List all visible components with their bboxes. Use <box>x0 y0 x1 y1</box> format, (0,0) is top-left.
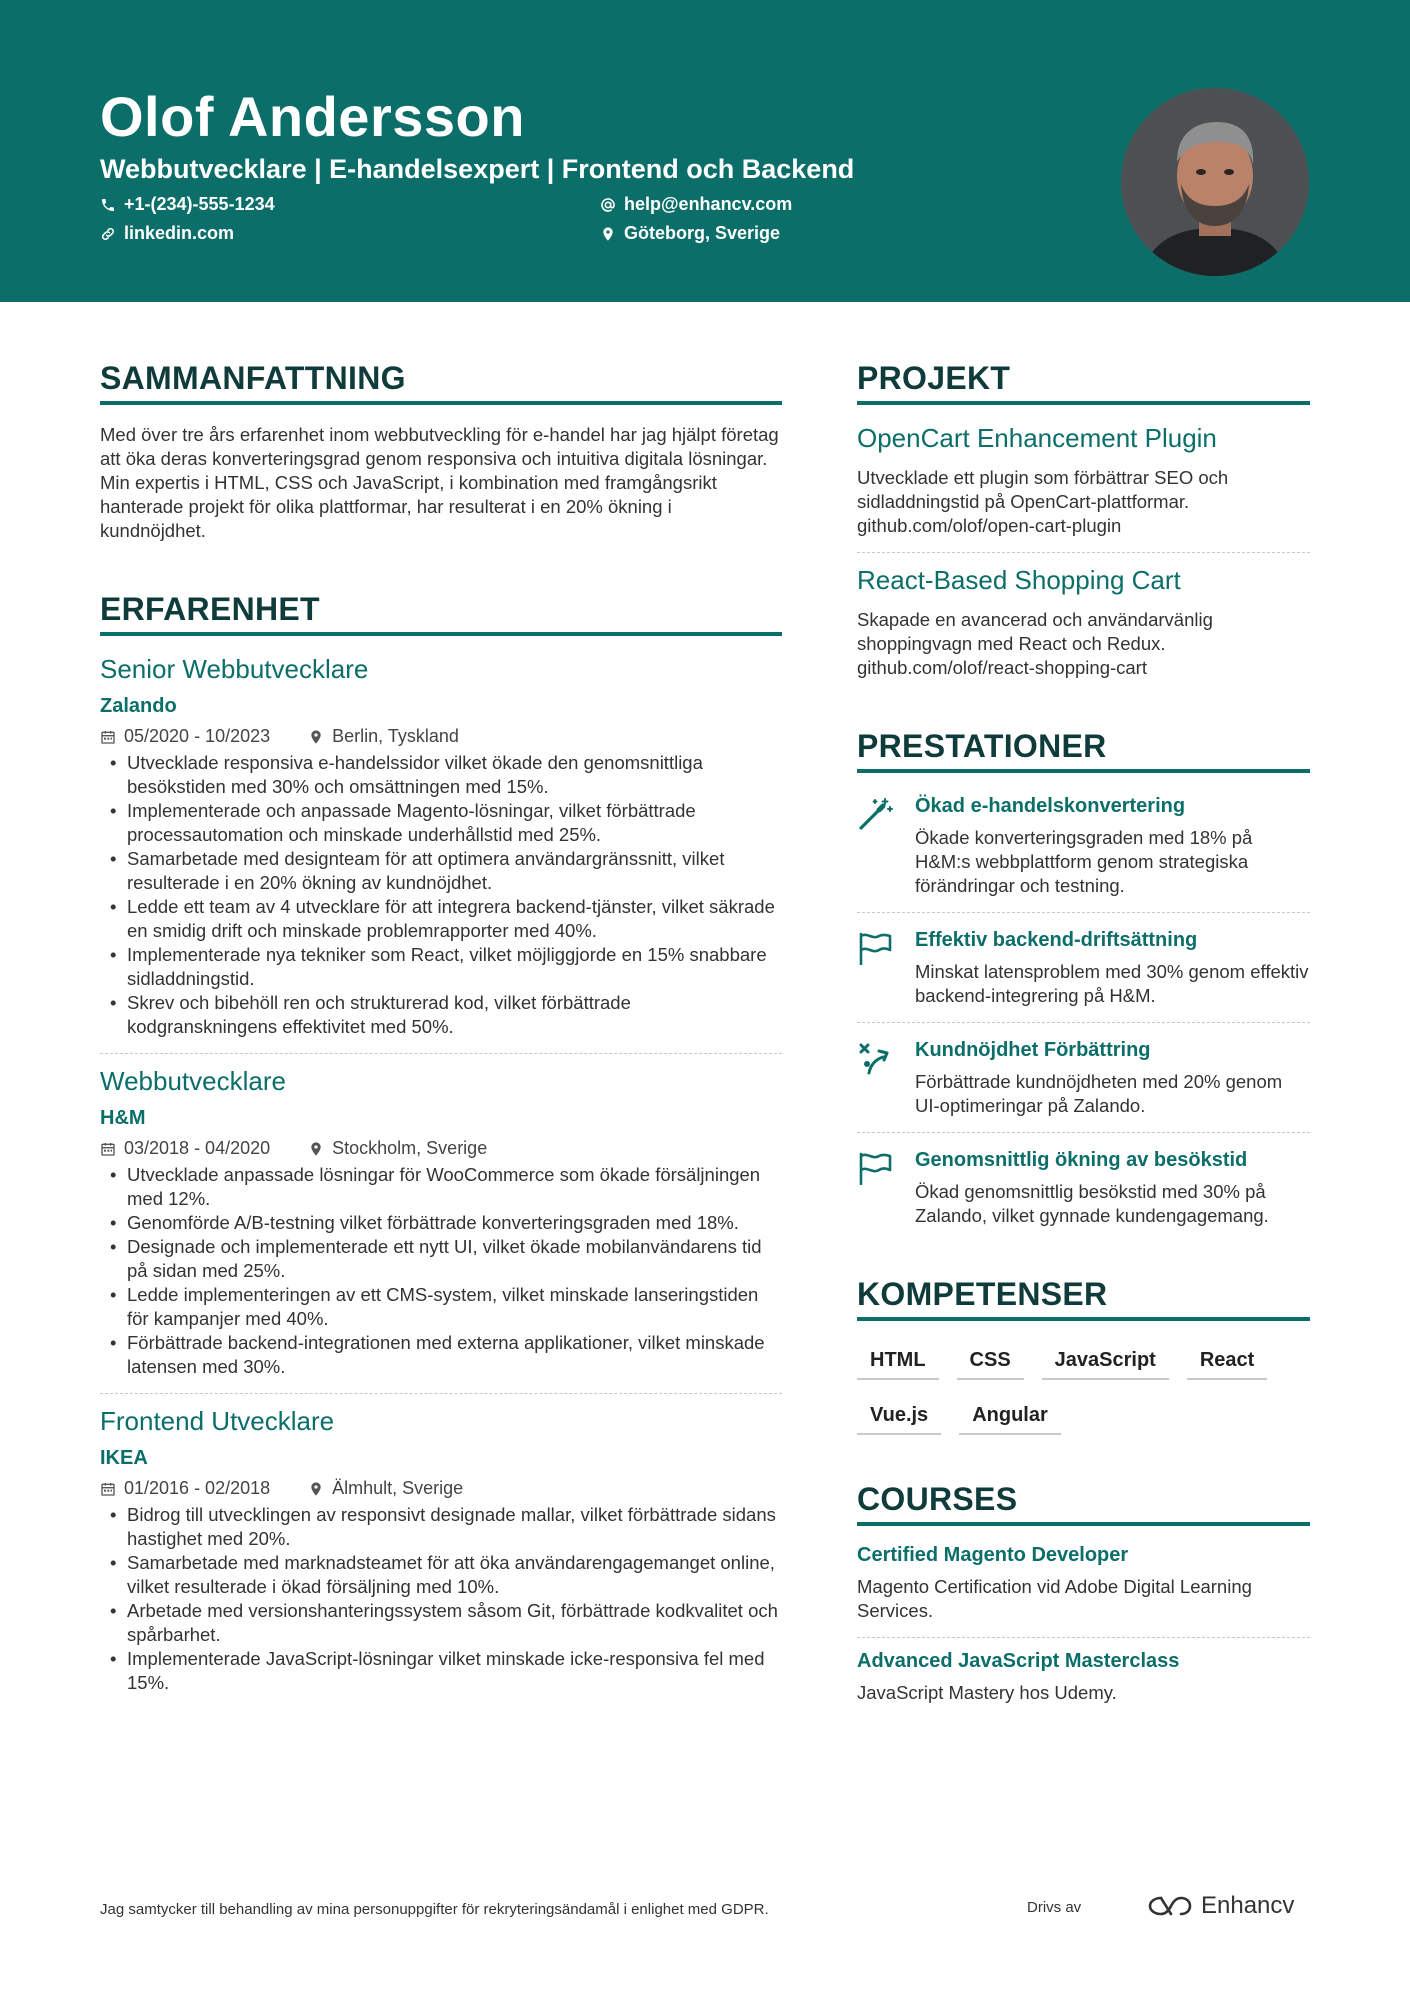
candidate-subtitle: Webbutvecklare | E-handelsexpert | Frontend och Backend <box>100 154 855 184</box>
job-dates: 03/2018 - 04/2020 <box>124 1138 271 1158</box>
divider <box>100 1053 782 1054</box>
phone-icon <box>100 197 116 213</box>
contact-phone <box>100 194 275 215</box>
achievement-description: Ökad genomsnittlig besökstid med 30% på Zalando, vilket gynnade kundengagemang. <box>915 1181 1269 1226</box>
skills-heading: KOMPETENSER <box>857 1276 1310 1321</box>
calendar-icon <box>100 1481 116 1497</box>
bullet-item: • Samarbetade med marknadsteamet för att öka användarengagemanget online, vilket resulterade i ökad försäljning med 10%. <box>100 1551 782 1599</box>
job-location: Berlin, Tyskland <box>332 726 459 746</box>
job-entry <box>100 1406 782 1695</box>
candidate-name: Olof Andersson <box>100 85 525 148</box>
divider <box>100 1393 782 1394</box>
achievement-title: Genomsnittlig ökning av besökstid <box>915 1149 1248 1171</box>
project-title: OpenCart Enhancement Plugin <box>857 423 1217 453</box>
achievement-description: Minskat latensproblem med 30% genom effektiv backend-integrering på H&M. <box>915 961 1309 1006</box>
project-title: React-Based Shopping Cart <box>857 565 1181 595</box>
project-entry <box>857 565 1310 680</box>
job-bullets <box>100 1163 782 1379</box>
job-meta <box>100 1478 782 1499</box>
achievement-item <box>857 1145 1310 1228</box>
job-entry <box>100 1066 782 1379</box>
job-dates: 05/2020 - 10/2023 <box>124 726 271 746</box>
job-location: Stockholm, Sverige <box>332 1138 488 1158</box>
course-title: Certified Magento Developer <box>857 1544 1129 1566</box>
gdpr-consent: Jag samtycker till behandling av mina personuppgifter för rekryteringsändamål i enlighet med GDPR. <box>100 1901 769 1918</box>
location-pin-icon <box>308 729 324 745</box>
contact-linkedin <box>100 223 234 244</box>
course-title: Advanced JavaScript Masterclass <box>857 1650 1180 1672</box>
strategy-icon <box>857 1041 893 1075</box>
skill-tag: Vue.js <box>857 1398 941 1435</box>
achievement-item <box>857 1035 1310 1118</box>
bullet-item: • Bidrog till utvecklingen av responsivt designade mallar, vilket förbättrade sidans hastighet med 20%. <box>100 1503 782 1551</box>
bullet-item: • Utvecklade responsiva e-handelssidor vilket ökade den genomsnittliga besökstiden med 30% och omsättningen med 15%. <box>100 751 782 799</box>
skill-tag: React <box>1187 1343 1267 1380</box>
resume-header <box>0 0 1410 302</box>
bullet-item: • Arbetade med versionshanteringssystem såsom Git, förbättrade kodkvalitet och spårbarhet. <box>100 1599 782 1647</box>
divider <box>857 552 1310 553</box>
profile-photo <box>1121 88 1309 276</box>
skill-tag: JavaScript <box>1042 1343 1169 1380</box>
achievement-description: Ökade konverteringsgraden med 18% på H&M:s webbplattform genom strategiska förändringar och testning. <box>915 827 1253 896</box>
bullet-item: • Utvecklade anpassade lösningar för WooCommerce som ökade försäljningen med 12%. <box>100 1163 782 1211</box>
location-pin-icon <box>308 1141 324 1157</box>
projects-heading: PROJEKT <box>857 360 1310 405</box>
courses-heading: COURSES <box>857 1481 1310 1526</box>
experience-heading: ERFARENHET <box>100 591 782 636</box>
skill-tag: Angular <box>959 1398 1061 1435</box>
bullet-item: • Förbättrade backend-integrationen med externa applikationer, vilket minskade latensen med 30%. <box>100 1331 782 1379</box>
achievement-title: Ökad e-handelskonvertering <box>915 795 1186 817</box>
bullet-item: • Implementerade och anpassade Magento-lösningar, vilket förbättrade processautomation och minskade underhållstid med 25%. <box>100 799 782 847</box>
divider <box>857 1637 1310 1638</box>
contact-location <box>600 223 780 244</box>
achievement-description: Förbättrade kundnöjdheten med 20% genom UI-optimeringar på Zalando. <box>915 1071 1283 1116</box>
phone-text[interactable]: +1-(234)-555-1234 <box>124 194 275 214</box>
job-company: IKEA <box>100 1447 148 1469</box>
enhancv-logo[interactable] <box>1147 1892 1294 1920</box>
summary-heading: SAMMANFATTNING <box>100 360 782 405</box>
job-bullets <box>100 751 782 1039</box>
job-title: Frontend Utvecklare <box>100 1406 335 1436</box>
flag-icon <box>857 1151 893 1185</box>
enhancv-logo-icon <box>1147 1894 1193 1918</box>
job-bullets <box>100 1503 782 1695</box>
brand-name: Enhancv <box>1201 1892 1295 1919</box>
divider <box>857 912 1310 913</box>
right-column <box>857 360 1310 1705</box>
achievement-item <box>857 791 1310 898</box>
location-pin-icon <box>600 226 616 242</box>
achievements-heading: PRESTATIONER <box>857 728 1310 773</box>
calendar-icon <box>100 1141 116 1157</box>
job-location: Älmhult, Sverige <box>332 1478 464 1498</box>
project-description: Utvecklade ett plugin som förbättrar SEO och sidladdningstid på OpenCart-plattformar. github.com/olof/open-cart-plugin <box>857 467 1229 536</box>
at-icon <box>600 197 616 213</box>
bullet-item: • Skrev och bibehöll ren och strukturerad kod, vilket förbättrade kodgranskningens effektivitet med 50%. <box>100 991 782 1039</box>
bullet-item: • Implementerade nya tekniker som React, vilket möjliggjorde en 15% snabbare sidladdningstid. <box>100 943 782 991</box>
job-company: Zalando <box>100 695 177 717</box>
job-entry <box>100 654 782 1039</box>
left-column <box>100 360 782 1695</box>
linkedin-text[interactable]: linkedin.com <box>124 223 235 243</box>
calendar-icon <box>100 729 116 745</box>
bullet-item: • Ledde ett team av 4 utvecklare för att integrera backend-tjänster, vilket säkrade en smidig drift och minskade problemrapporter med 40%. <box>100 895 782 943</box>
divider <box>857 1132 1310 1133</box>
bullet-item: • Implementerade JavaScript-lösningar vilket minskade icke-responsiva fel med 15%. <box>100 1647 782 1695</box>
achievement-title: Kundnöjdhet Förbättring <box>915 1039 1151 1061</box>
course-entry <box>857 1544 1310 1623</box>
flag-icon <box>857 931 893 965</box>
course-description: Magento Certification vid Adobe Digital Learning Services. <box>857 1576 1252 1621</box>
bullet-item: • Designade och implementerade ett nytt UI, vilket ökade mobilanvändarens tid på sidan med 25%. <box>100 1235 782 1283</box>
skill-tag: HTML <box>857 1343 939 1380</box>
achievement-title: Effektiv backend-driftsättning <box>915 929 1198 951</box>
job-meta <box>100 726 782 747</box>
contact-email <box>600 194 792 215</box>
bullet-item: • Ledde implementeringen av ett CMS-system, vilket minskade lanseringstiden för kampanjer med 40%. <box>100 1283 782 1331</box>
location-pin-icon <box>308 1481 324 1497</box>
job-title: Webbutvecklare <box>100 1066 286 1096</box>
link-icon <box>100 226 116 242</box>
project-entry <box>857 423 1310 538</box>
magic-wand-icon <box>857 797 893 831</box>
skill-tag: CSS <box>957 1343 1024 1380</box>
achievement-item <box>857 925 1310 1008</box>
bullet-item: • Samarbetade med designteam för att optimera användargränssnitt, vilket resulterade i en 20% ökning av kundnöjdhet. <box>100 847 782 895</box>
job-title: Senior Webbutvecklare <box>100 654 369 684</box>
job-meta <box>100 1138 782 1159</box>
course-description: JavaScript Mastery hos Udemy. <box>857 1682 1117 1703</box>
job-dates: 01/2016 - 02/2018 <box>124 1478 271 1498</box>
email-text[interactable]: help@enhancv.com <box>624 194 793 214</box>
skills-list <box>857 1339 1310 1435</box>
powered-by-label: Drivs av <box>1027 1899 1082 1916</box>
divider <box>857 1022 1310 1023</box>
job-company: H&M <box>100 1107 146 1129</box>
bullet-item: • Genomförde A/B-testning vilket förbättrade konverteringsgraden med 18%. <box>100 1211 782 1235</box>
project-description: Skapade en avancerad och användarvänlig shoppingvagn med React och Redux. github.com/olof/react-shopping-cart <box>857 609 1213 678</box>
course-entry <box>857 1650 1310 1705</box>
location-text: Göteborg, Sverige <box>624 223 781 243</box>
summary-text: Med över tre års erfarenhet inom webbutveckling för e-handel har jag hjälpt företag att öka deras konverteringsgrad genom responsiva och intuitiva digitala lösningar. Min expertis i HTML, CSS och JavaScript, i kombination med framgångsrikt hanterade projekt för olika plattformar, har resulterat i en 20% ökning i kundnöjdhet. <box>100 424 779 541</box>
